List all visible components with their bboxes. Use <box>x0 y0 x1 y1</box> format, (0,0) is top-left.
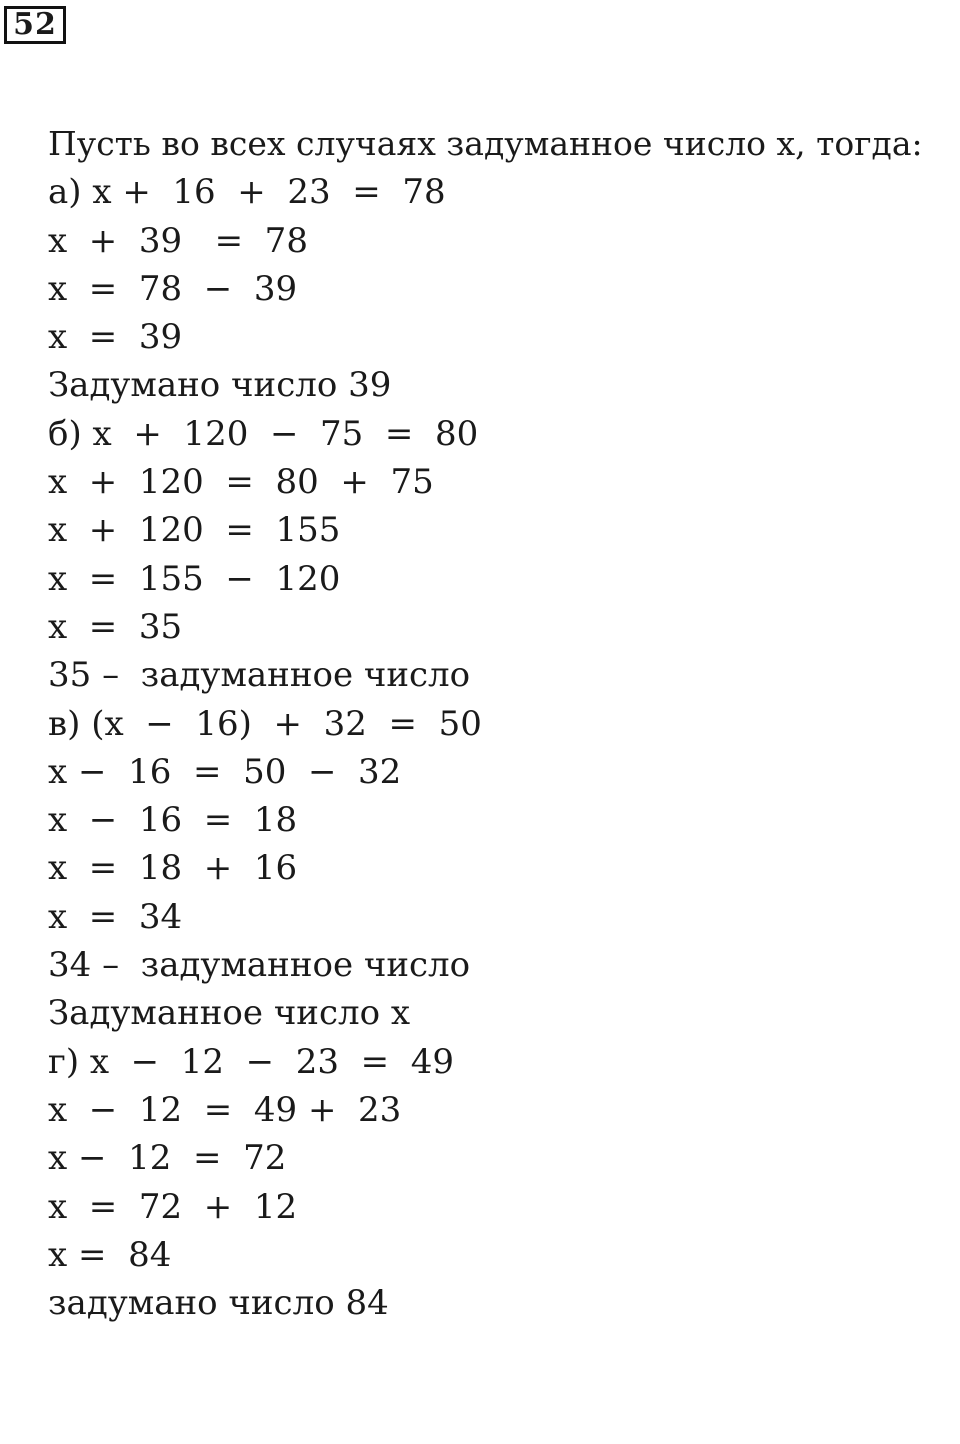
equation-a-line-3: x = 78 − 39 <box>48 268 298 309</box>
equation-g-line-3: x − 12 = 72 <box>48 1138 287 1179</box>
equation-v-line-1: в) (x − 16) + 32 = 50 <box>48 703 482 744</box>
task-number-badge <box>4 6 66 44</box>
equation-a-line-2: x + 39 = 78 <box>48 220 308 261</box>
equation-a-line-4: x = 39 <box>48 317 183 358</box>
equation-g-line-1: г) x − 12 − 23 = 49 <box>48 1041 455 1082</box>
equation-b-line-5: x = 35 <box>48 606 183 647</box>
equation-g-line-2: x − 12 = 49 + 23 <box>48 1089 402 1130</box>
equation-b-line-4: x = 155 − 120 <box>48 558 341 599</box>
equation-b-line-3: x + 120 = 155 <box>48 510 341 551</box>
equation-v-line-2: x − 16 = 50 − 32 <box>48 751 402 792</box>
solution-text <box>48 120 953 1327</box>
answer-b: 35 – задуманное число <box>48 655 471 696</box>
task-number: 52 <box>13 7 57 42</box>
equation-a-line-1: а) x + 16 + 23 = 78 <box>48 172 446 213</box>
equation-g-line-5: x = 84 <box>48 1234 172 1275</box>
intro-g: Задуманное число x <box>48 993 411 1034</box>
equation-v-line-3: x − 16 = 18 <box>48 800 298 841</box>
equation-v-line-4: x = 18 + 16 <box>48 848 298 889</box>
equation-g-line-4: x = 72 + 12 <box>48 1186 298 1227</box>
answer-g: задумано число 84 <box>48 1283 389 1324</box>
equation-b-line-2: x + 120 = 80 + 75 <box>48 462 434 503</box>
equation-v-line-5: x = 34 <box>48 896 183 937</box>
answer-v: 34 – задуманное число <box>48 945 471 986</box>
answer-a: Задумано число 39 <box>48 365 392 406</box>
solution-intro: Пусть во всех случаях задуманное число x, тогда: <box>48 124 923 163</box>
equation-b-line-1: б) x + 120 − 75 = 80 <box>48 413 479 454</box>
